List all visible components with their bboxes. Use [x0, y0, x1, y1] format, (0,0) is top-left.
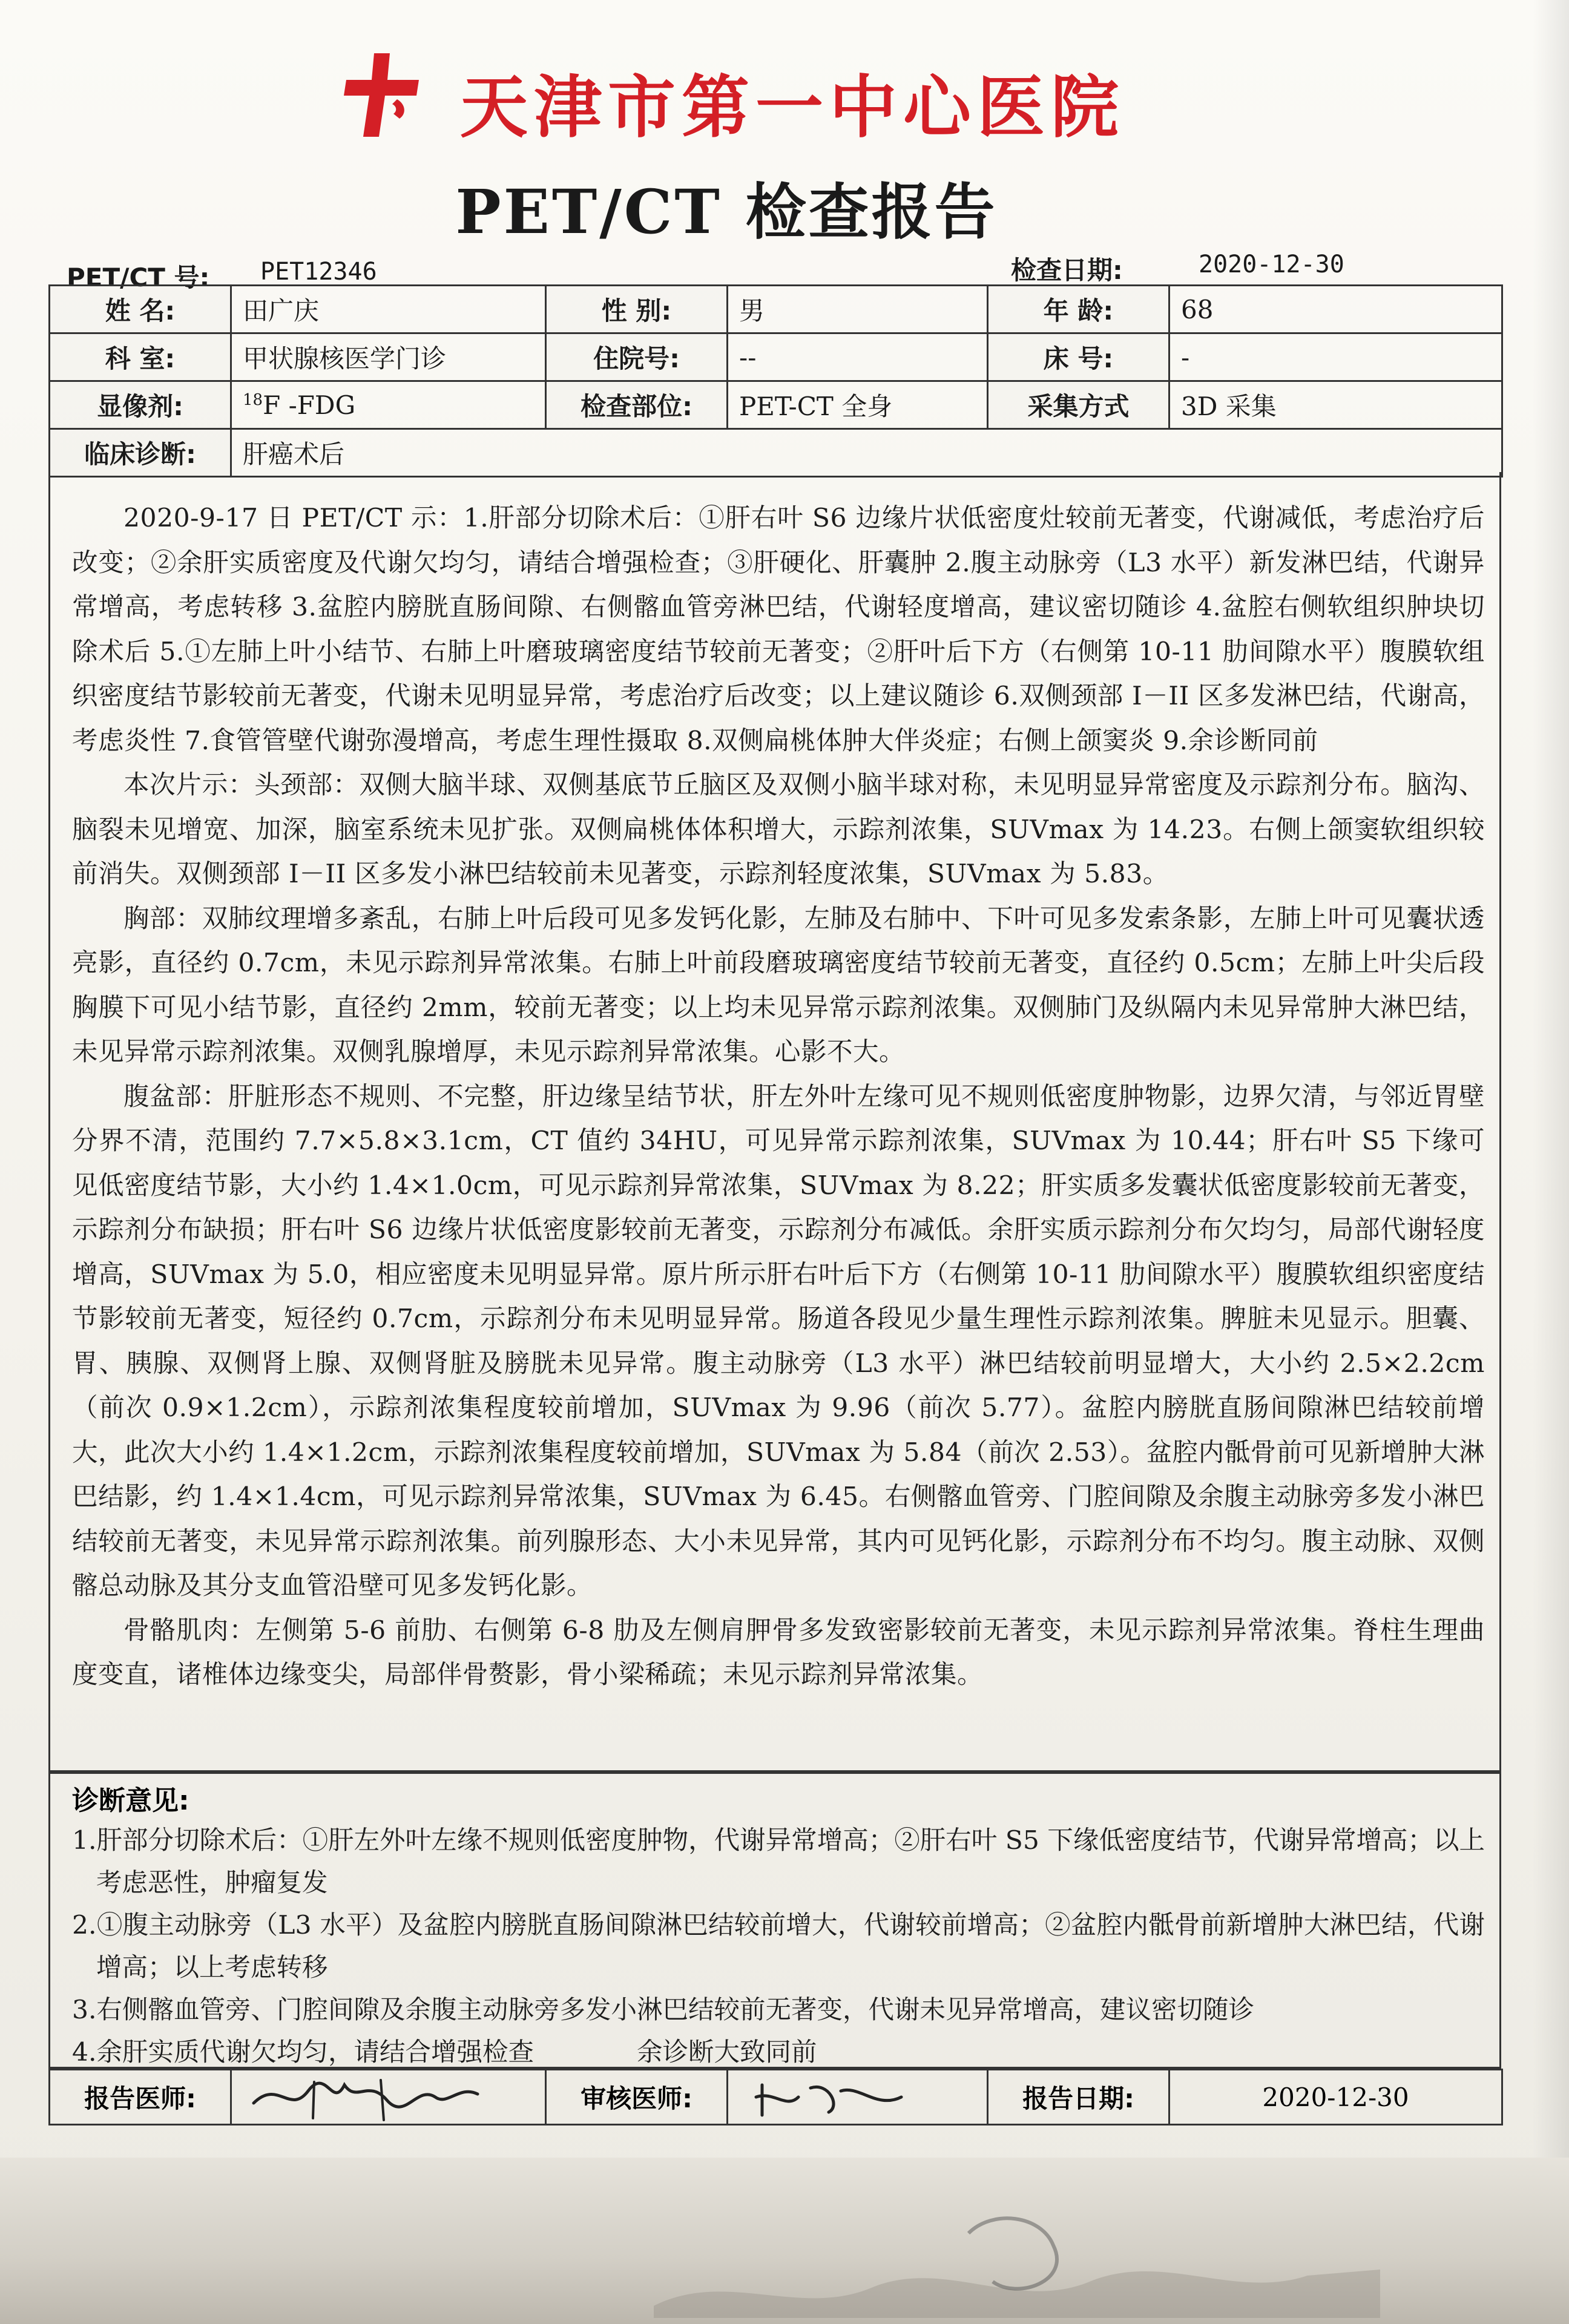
review-doctor-signature-scribble: [738, 2073, 919, 2121]
findings-paragraph-bone-muscle: 骨骼肌肉：左侧第 5-6 前肋、右侧第 6-8 肋及左侧肩胛骨多发致密影较前无著变，未见示踪剂异常浓集。脊柱生理曲度变直，诸椎体边缘变尖，局部伴骨赘影，骨小梁稀疏；未见示踪剂异常浓集。: [72, 1615, 1485, 1690]
findings-section: [48, 472, 1501, 1772]
bed-label: 床 号:: [988, 333, 1169, 381]
petct-no-label: PET/CT 号:: [67, 263, 210, 292]
findings-paragraph-prior: 2020-9-17 日 PET/CT 示：1.肝部分切除术后：①肝右叶 S6 边缘片状低密度灶较前无著变，代谢减低，考虑治疗后改变；②余肝实质密度及代谢欠均匀，请结合增强检查；③肝硬化、肝囊肿 2.腹主动脉旁（L3 水平）新发淋巴结，代谢异常增高，考虑转移 3.盆腔内膀胱直肠间隙、右侧髂血管旁淋巴结，代谢轻度增高，建议密切随诊 4.盆腔右侧软组织肿块切除术后 5.①左肺上叶小结节、右肺上叶磨玻璃密度结节较前无著变；②肝叶后下方（右侧第 10-11 肋间隙水平）腹膜软组织密度结节影较前无著变，代谢未见明显异常，考虑治疗后改变；以上建议随诊 6.双侧颈部 I－II 区多发淋巴结，代谢高，考虑炎性 7.食管管壁代谢弥漫增高，考虑生理性摄取 8.双侧扁桃体肿大伴炎症；右侧上颌窦炎 9.余诊断同前: [72, 504, 1485, 756]
exam-date-label: 检查日期:: [1011, 255, 1123, 285]
report-doctor-label: 报告医师:: [50, 2070, 231, 2125]
findings-paragraph-abdomen-pelvis: 腹盆部：肝脏形态不规则、不完整，肝边缘呈结节状，肝左外叶左缘可见不规则低密度肿物影，边界欠清，与邻近胃壁分界不清，范围约 7.7×5.8×3.1cm，CT 值约 34HU，可见异常示踪剂浓集，SUVmax 为 10.44；肝右叶 S5 下缘可见低密度结节影，大小约 1.4×1.0cm，可见示踪剂异常浓集，SUVmax 为 8.22；肝实质多发囊状低密度影较前无著变，示踪剂分布缺损；肝右叶 S6 边缘片状低密度影较前无著变，示踪剂分布减低。余肝实质示踪剂分布欠均匀，局部代谢轻度增高，SUVmax 为 5.0，相应密度未见明显异常。原片所示肝右叶后下方（右侧第 10-11 肋间隙水平）腹膜软组织密度结节影较前无著变，短径约 0.7cm，示踪剂分布未见明显异常。肠道各段见少量生理性示踪剂浓集。脾脏未见显示。胆囊、胃、胰腺、双侧肾上腺、双侧肾脏及膀胱未见异常。腹主动脉旁（L3 水平）淋巴结较前明显增大，大小约 2.5×2.2cm（前次 0.9×1.2cm），示踪剂浓集程度较前增加，SUVmax 为 9.96（前次 5.77）。盆腔内膀胱直肠间隙淋巴结较前增大，此次大小约 1.4×1.2cm，示踪剂浓集程度较前增加，SUVmax 为 5.84（前次 2.53）。盆腔内骶骨前可见新增肿大淋巴结影，约 1.4×1.4cm，可见示踪剂异常浓集，SUVmax 为 6.45。右侧髂血管旁、门腔间隙及余腹主动脉旁多发小淋巴结较前无著变，未见异常示踪剂浓集。前列腺形态、大小未见异常，其内可见钙化影，示踪剂分布不均匀。腹主动脉、双侧髂总动脉及其分支血管沿壁可见多发钙化影。: [72, 1082, 1485, 1601]
dept-value: 甲状腺核医学门诊: [231, 333, 546, 381]
fabric-pattern: [654, 2197, 1380, 2318]
tracer-name: F -FDG: [263, 390, 356, 420]
signature-row: [50, 2070, 1502, 2125]
info-row-1: [50, 286, 1502, 333]
signature-table: [48, 2069, 1503, 2125]
diagnosis-item: 1.肝部分切除术后：①肝左外叶左缘不规则低密度肿物，代谢异常增高；②肝右叶 S5 下缘低密度结节，代谢异常增高；以上考虑恶性，肿瘤复发: [72, 1826, 1485, 1898]
diagnosis-label: 诊断意见:: [72, 1785, 189, 1816]
report-date-label: 报告日期:: [988, 2070, 1169, 2125]
hospital-name: 天津市第一中心医院: [460, 68, 1125, 147]
review-doctor-label: 审核医师:: [546, 2070, 728, 2125]
name-label: 姓 名:: [50, 286, 231, 333]
petct-no-value: PET12346: [260, 258, 377, 286]
diagnosis-section: [48, 1772, 1501, 2069]
exam-date-value: 2020-12-30: [1199, 251, 1344, 278]
report-doctor-signature: [231, 2070, 546, 2125]
acquisition-label: 采集方式: [988, 381, 1169, 429]
report-title: PET/CT 检查报告: [455, 176, 998, 248]
diagnosis-item: 3.右侧髂血管旁、门腔间隙及余腹主动脉旁多发小淋巴结较前无著变，代谢未见异常增高，建议密切随诊: [72, 1995, 1255, 2025]
bed-value: -: [1169, 333, 1502, 381]
tracer-isotope-mass: 18: [243, 390, 263, 409]
age-value: 68: [1169, 286, 1502, 333]
sex-label: 性 别:: [546, 286, 728, 333]
dept-label: 科 室:: [50, 333, 231, 381]
exam-part-value: PET-CT 全身: [728, 381, 988, 429]
inpatient-label: 住院号:: [546, 333, 728, 381]
info-row-3: [50, 381, 1502, 429]
name-value: 田广庆: [231, 286, 546, 333]
diagnosis-item: 2.①腹主动脉旁（L3 水平）及盆腔内膀胱直肠间隙淋巴结较前增大，代谢较前增高；②盆腔内骶骨前新增肿大淋巴结，代谢增高；以上考虑转移: [72, 1911, 1485, 1983]
hospital-cross-logo-icon: [339, 48, 424, 139]
findings-paragraph-chest: 胸部：双肺纹理增多紊乱，右肺上叶后段可见多发钙化影，左肺及右肺中、下叶可见多发索条影，左肺上叶可见囊状透亮影，直径约 0.7cm，未见示踪剂异常浓集。右肺上叶前段磨玻璃密度结节较前无著变，直径约 0.5cm；左肺上叶尖后段胸膜下可见小结节影，直径约 2mm，较前无著变；以上均未见异常示踪剂浓集。双侧肺门及纵隔内未见异常肿大淋巴结，未见异常示踪剂浓集。双侧乳腺增厚，未见示踪剂异常浓集。心影不大。: [72, 904, 1485, 1067]
paper-fold-shadow: [1533, 0, 1569, 2324]
report-date-value: 2020-12-30: [1169, 2070, 1502, 2125]
sex-value: 男: [728, 286, 988, 333]
review-doctor-signature: [728, 2070, 988, 2125]
age-label: 年 龄:: [988, 286, 1169, 333]
patient-info-table: [48, 284, 1503, 478]
info-row-4: [50, 429, 1502, 477]
diagnosis-item: 4.余肝实质代谢欠均匀，请结合增强检查 余诊断大致同前: [72, 2038, 817, 2067]
tracer-value: [231, 381, 546, 429]
exam-part-label: 检查部位:: [546, 381, 728, 429]
info-row-2: [50, 333, 1502, 381]
acquisition-value: 3D 采集: [1169, 381, 1502, 429]
clinical-diagnosis-value: 肝癌术后: [231, 429, 1502, 477]
clinical-diagnosis-label: 临床诊断:: [50, 429, 231, 477]
findings-paragraph-head-neck: 本次片示：头颈部：双侧大脑半球、双侧基底节丘脑区及双侧小脑半球对称，未见明显异常密度及示踪剂分布。脑沟、脑裂未见增宽、加深，脑室系统未见扩张。双侧扁桃体体积增大，示踪剂浓集，SUVmax 为 14.23。右侧上颌窦软组织较前消失。双侧颈部 I－II 区多发小淋巴结较前未见著变，示踪剂轻度浓集，SUVmax 为 5.83。: [72, 770, 1485, 889]
tracer-label: 显像剂:: [50, 381, 231, 429]
report-doctor-signature-scribble: [242, 2073, 496, 2121]
inpatient-value: --: [728, 333, 988, 381]
